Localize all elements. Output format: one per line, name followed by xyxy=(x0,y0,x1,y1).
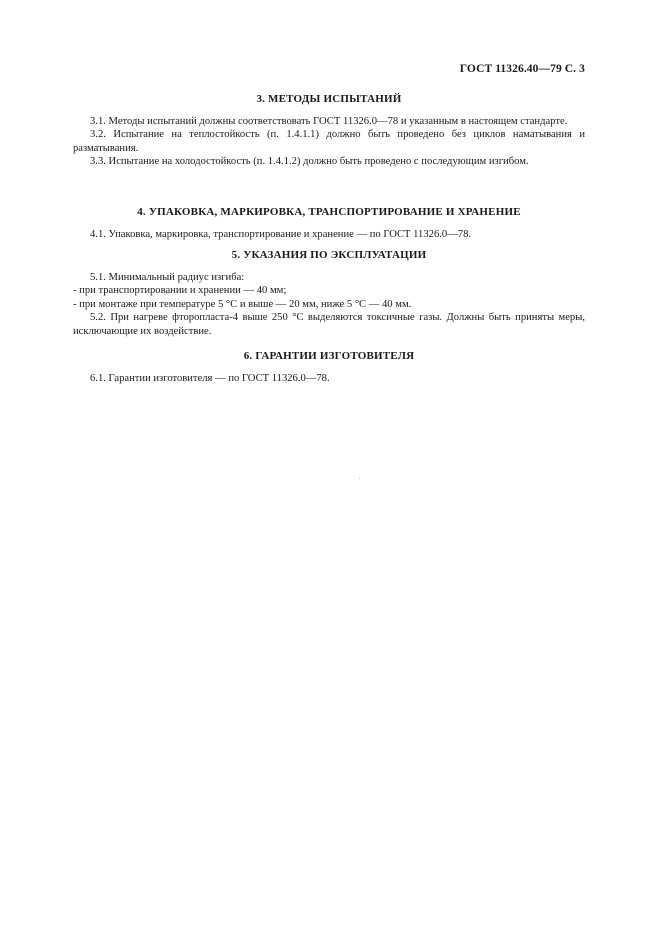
paragraph-3-3: 3.3. Испытание на холодостойкость (п. 1.4.1.2) должно быть проведено с последующим изгибом. xyxy=(90,156,529,168)
section-title: 4. УПАКОВКА, МАРКИРОВКА, ТРАНСПОРТИРОВАНИЕ И ХРАНЕНИЕ xyxy=(137,206,521,218)
list-item: - при монтаже при температуре 5 °С и выше — 20 мм, ниже 5 °С — 40 мм. xyxy=(73,298,412,310)
section-body xyxy=(73,115,585,169)
running-header: ГОСТ 11326.40—79 С. 3 xyxy=(459,63,585,75)
section-test-methods xyxy=(73,92,585,169)
section-title: 5. УКАЗАНИЯ ПО ЭКСПЛУАТАЦИИ xyxy=(231,249,427,261)
section-title: 6. ГАРАНТИИ ИЗГОТОВИТЕЛЯ xyxy=(243,350,415,362)
paragraph-3-1: 3.1. Методы испытаний должны соответствовать ГОСТ 11326.0—78 и указанным в настоящем стандарте. xyxy=(90,116,568,127)
section-packaging xyxy=(73,205,585,241)
paragraph-5-2: 5.2. При нагреве фторопласта-4 выше 250 °С выделяются токсичные газы. Должны быть приняты меры, исключающие их воздействие. xyxy=(73,312,585,337)
section-body xyxy=(73,228,585,241)
list-item: - при транспортировании и хранении — 40 мм; xyxy=(73,285,287,297)
paragraph-3-2: 3.2. Испытание на теплостойкость (п. 1.4.1.1) должно быть проведено без циклов наматывания и разматывания. xyxy=(73,129,585,154)
paragraph-6-1: 6.1. Гарантии изготовителя — по ГОСТ 11326.0—78. xyxy=(90,373,330,384)
paragraph-5-1: 5.1. Минимальный радиус изгиба: xyxy=(90,272,245,283)
section-warranty xyxy=(73,349,585,385)
section-operation xyxy=(73,248,585,338)
section-title: 3. МЕТОДЫ ИСПЫТАНИЙ xyxy=(256,93,402,105)
section-body xyxy=(73,271,585,338)
paragraph-4-1: 4.1. Упаковка, маркировка, транспортирование и хранение — по ГОСТ 11326.0—78. xyxy=(90,229,472,240)
document-page xyxy=(73,0,585,936)
scan-speck xyxy=(359,478,360,479)
section-body xyxy=(73,372,585,385)
